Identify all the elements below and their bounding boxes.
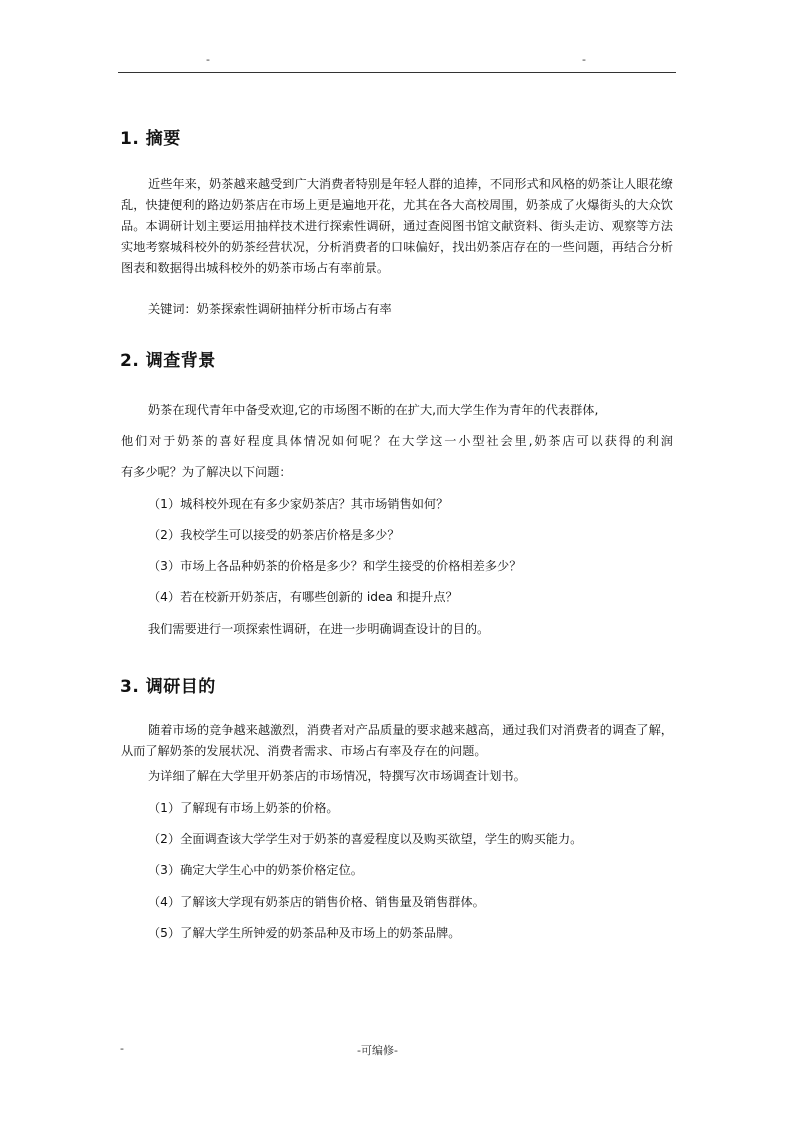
header-rule: [118, 72, 676, 73]
footer-page-label: -可编修-: [357, 1044, 398, 1057]
list-item: （2）全面调查该大学学生对于奶茶的喜爱程度以及购买欲望，学生的购买能力。: [148, 832, 583, 846]
list-item: （3）市场上各品种奶茶的价格是多少？和学生接受的价格相差多少？: [148, 559, 522, 573]
abstract-paragraph: 近些年来，奶茶越来越受到广大消费者特别是年轻人群的追捧，不同形式和风格的奶茶让人眼花缭乱，快捷便利的路边奶茶店在市场上更是遍地开花，尤其在各大高校周围，奶茶成了火爆街头的大众饮品。本调研计划主要运用抽样技术进行探索性调研，通过查阅图书馆文献资料、街头走访、观察等方法实地考察城科校外的奶茶经营状况，分析消费者的口味偏好，找出奶茶店存在的一些问题，再结合分析图表和数据得出城科校外的奶茶市场占有率前景。: [121, 177, 673, 275]
list-item: （4）若在校新开奶茶店，有哪些创新的 idea 和提升点？: [148, 590, 458, 604]
background-line-3: 有多少呢？为了解决以下问题：: [121, 465, 292, 479]
list-item: （5）了解大学生所钟爱的奶茶品种及市场上的奶茶品牌。: [148, 926, 461, 940]
section-heading-abstract: 1. 摘要: [120, 129, 181, 149]
header-right-mark: -: [582, 53, 586, 66]
list-item: （3）确定大学生心中的奶茶价格定位。: [148, 863, 363, 877]
header-left-mark: -: [206, 53, 210, 66]
list-item: （1）城科校外现在有多少家奶茶店？其市场销售如何？: [148, 497, 449, 511]
list-item: （2）我校学生可以接受的奶茶店价格是多少？: [148, 528, 400, 542]
keywords-line: 关键词：奶茶探索性调研抽样分析市场占有率: [148, 302, 392, 316]
section-heading-background: 2. 调查背景: [120, 351, 216, 371]
list-item: （4）了解该大学现有奶茶店的销售价格、销售量及销售群体。: [148, 895, 485, 909]
background-line-2: 他们对于奶茶的喜好程度具体情况如何呢？在大学这一小型社会里,奶茶店可以获得的利润: [121, 434, 673, 448]
list-item: （1）了解现有市场上奶茶的价格。: [148, 801, 339, 815]
purpose-intro: 为详细了解在大学里开奶茶店的市场情况，特撰写次市场调查计划书。: [148, 769, 526, 783]
purpose-paragraph: 随着市场的竞争越来越激烈，消费者对产品质量的要求越来越高，通过我们对消费者的调查了解，从而了解奶茶的发展状况、消费者需求、市场占有率及存在的问题。: [121, 723, 673, 758]
background-line-1: 奶茶在现代青年中备受欢迎,它的市场图不断的在扩大,而大学生作为青年的代表群体,: [148, 403, 599, 417]
section-heading-purpose: 3. 调研目的: [120, 677, 216, 697]
footer-left-mark: -: [120, 1042, 124, 1055]
background-closing: 我们需要进行一项探索性调研，在进一步明确调查设计的目的。: [148, 622, 490, 636]
